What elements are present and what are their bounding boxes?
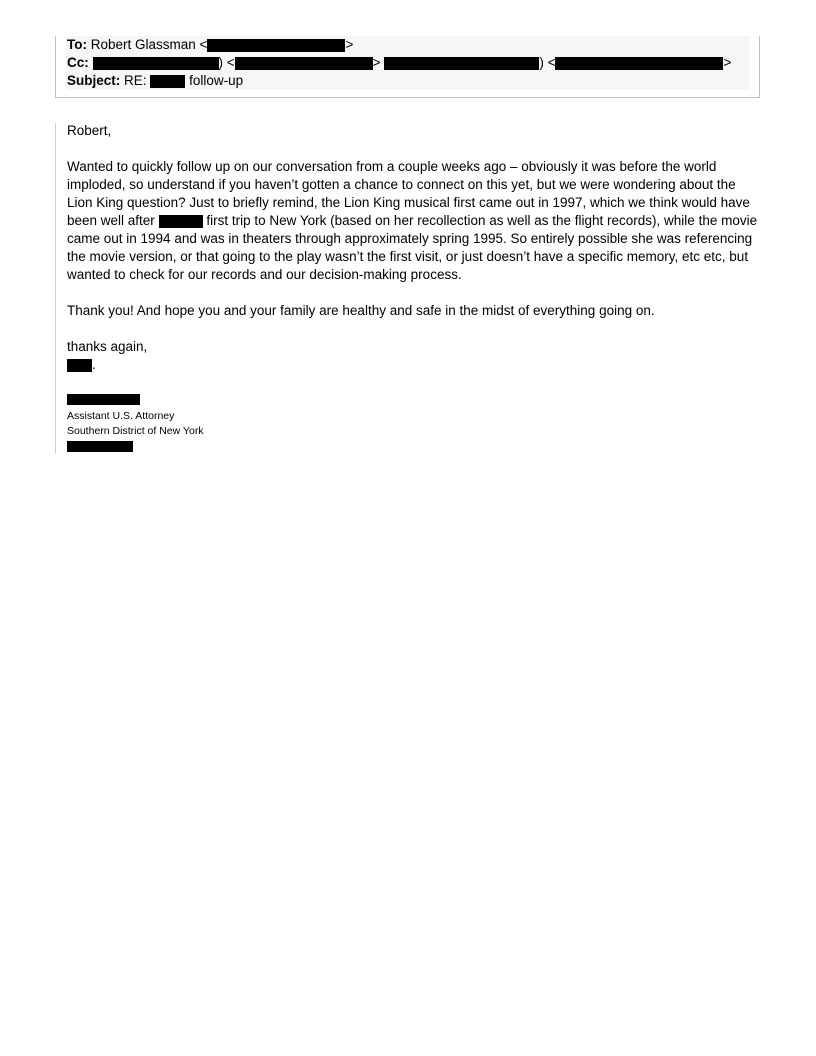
redacted-sender-contact (67, 441, 133, 452)
redacted-cc-email-2 (555, 57, 723, 70)
subject-line (67, 72, 243, 90)
to-close: > (345, 37, 354, 52)
signature-title: Assistant U.S. Attorney (67, 410, 175, 422)
body-line: imploded, so understand if you haven’t gotten a chance to connect on this yet, but we were wondering about the (67, 177, 736, 192)
cc-label: Cc: (67, 55, 89, 70)
redacted-cc-name-2 (384, 57, 539, 70)
closing-block (67, 338, 767, 374)
cc-line (67, 54, 731, 72)
body-paragraph-2: Thank you! And hope you and your family are healthy and safe in the midst of everything going on. (67, 303, 655, 318)
redacted-cc-email-1 (235, 57, 373, 70)
to-line (67, 36, 353, 54)
signature-office: Southern District of New York (67, 425, 204, 437)
subject-suffix: follow-up (189, 73, 244, 88)
to-label: To: (67, 37, 87, 52)
cc-separator-2: > (372, 55, 381, 70)
body-paragraph-1 (67, 158, 767, 284)
redacted-to-email (207, 39, 345, 52)
signature-block (67, 394, 204, 452)
subject-label: Subject: (67, 73, 121, 88)
body-line: first trip to New York (based on her recollection as well as the flight records), while the movie (206, 213, 758, 228)
closing-period: . (92, 357, 96, 372)
redacted-sender-initials (67, 359, 92, 372)
body-line: been well after (67, 213, 155, 228)
body-line: the movie version, or that going to the play wasn’t the first visit, or just doesn’t have a specific memory, etc etc, but (67, 249, 749, 264)
redacted-person-name (159, 215, 203, 228)
body-line: wanted to check for our records and our decision-making process. (67, 267, 462, 282)
cc-separator-3: ) < (539, 55, 556, 70)
body-line: Lion King question? Just to briefly remind, the Lion King musical first came out in 1997, which we think would have (67, 195, 750, 210)
body-line: Wanted to quickly follow up on our conversation from a couple weeks ago – obviously it was before the world (67, 159, 717, 174)
email-header (55, 36, 760, 98)
redacted-subject-name (150, 75, 185, 88)
closing: thanks again, (67, 339, 148, 354)
greeting: Robert, (67, 123, 112, 138)
cc-close: > (723, 55, 732, 70)
redacted-cc-name-1 (93, 57, 219, 70)
email-body (67, 122, 767, 374)
subject-prefix: RE: (124, 73, 147, 88)
cc-separator-1: ) < (218, 55, 235, 70)
body-line: came out in 1994 and was in theaters through approximately spring 1995. So entirely possible she was referencing (67, 231, 753, 246)
redacted-sender-name (67, 394, 140, 405)
quote-rule (55, 123, 56, 454)
to-value: Robert Glassman < (90, 37, 208, 52)
